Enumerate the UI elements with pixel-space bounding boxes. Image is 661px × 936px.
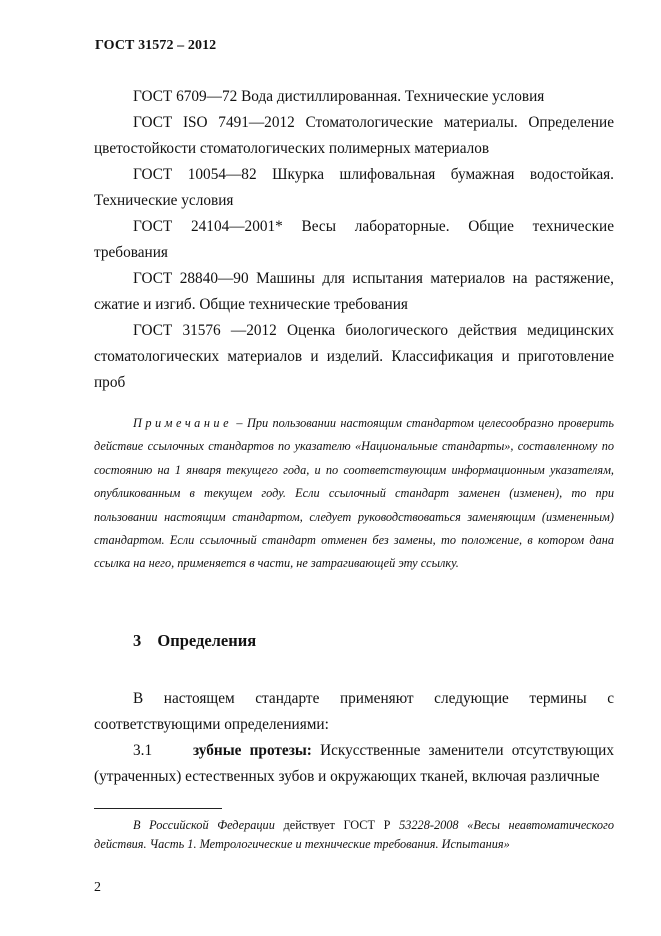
section-number: 3	[133, 631, 142, 650]
footnote	[94, 816, 614, 854]
note-text: – При пользовании настоящим стандартом целесообразно проверить действие ссылочных стандартов по указателю «Национальные стандарты», составленному по состоянию на 1 января текущего года, и по соответствующим информационным указателям, опубликованным в текущем году. Если ссылочный стандарт заменен (изменен), то при пользовании настоящим стандартом, следует руководствоваться заменяющим (измененным) стандартом. Если ссылочный стандарт отменен без замены, то положение, в котором дана ссылка на него, применяется в части, не затрагивающей эту ссылку.	[94, 416, 614, 571]
reference-item: ГОСТ 6709—72 Вода дистиллированная. Технические условия	[133, 88, 545, 105]
section-heading	[133, 631, 256, 651]
reference-item: ГОСТ 31576 —2012 Оценка биологического действия медицинских стоматологических материалов и изделий. Классификация и приготовление проб	[94, 322, 614, 391]
note-paragraph	[94, 412, 614, 576]
definition-number: 3.1	[133, 742, 153, 759]
document-header: ГОСТ 31572 – 2012	[95, 38, 217, 53]
footnote-part-3: 53228-2008 «Весы неавтоматического действия. Часть 1. Метрологические и технические требования. Испытания»	[94, 818, 615, 851]
reference-item: ГОСТ ISO 7491—2012 Стоматологические материалы. Определение цветостойкости стоматологических полимерных материалов	[94, 114, 614, 157]
footnote-part-2: действует ГОСТ Р	[283, 818, 391, 832]
reference-item: ГОСТ 24104—2001* Весы лабораторные. Общие технические требования	[94, 218, 614, 261]
definition-item	[94, 738, 614, 790]
footnote-part-1: В Российской Федерации	[133, 818, 275, 832]
definition-term: зубные протезы:	[192, 742, 312, 759]
definitions-intro: В настоящем стандарте применяют следующие термины с соответствующими определениями:	[94, 690, 614, 733]
reference-item: ГОСТ 28840—90 Машины для испытания материалов на растяжение, сжатие и изгиб. Общие технические требования	[94, 270, 614, 313]
footnote-divider	[94, 808, 222, 809]
page-number: 2	[94, 880, 101, 895]
reference-item: ГОСТ 10054—82 Шкурка шлифовальная бумажная водостойкая. Технические условия	[94, 166, 614, 209]
definition-text: Искусственные заменители отсутствующих (утраченных) естественных зубов и окружающих тканей, включая различные	[94, 742, 614, 785]
normative-references	[94, 84, 614, 396]
note-label: Примечание	[133, 416, 233, 430]
section-title: Определения	[157, 631, 257, 650]
